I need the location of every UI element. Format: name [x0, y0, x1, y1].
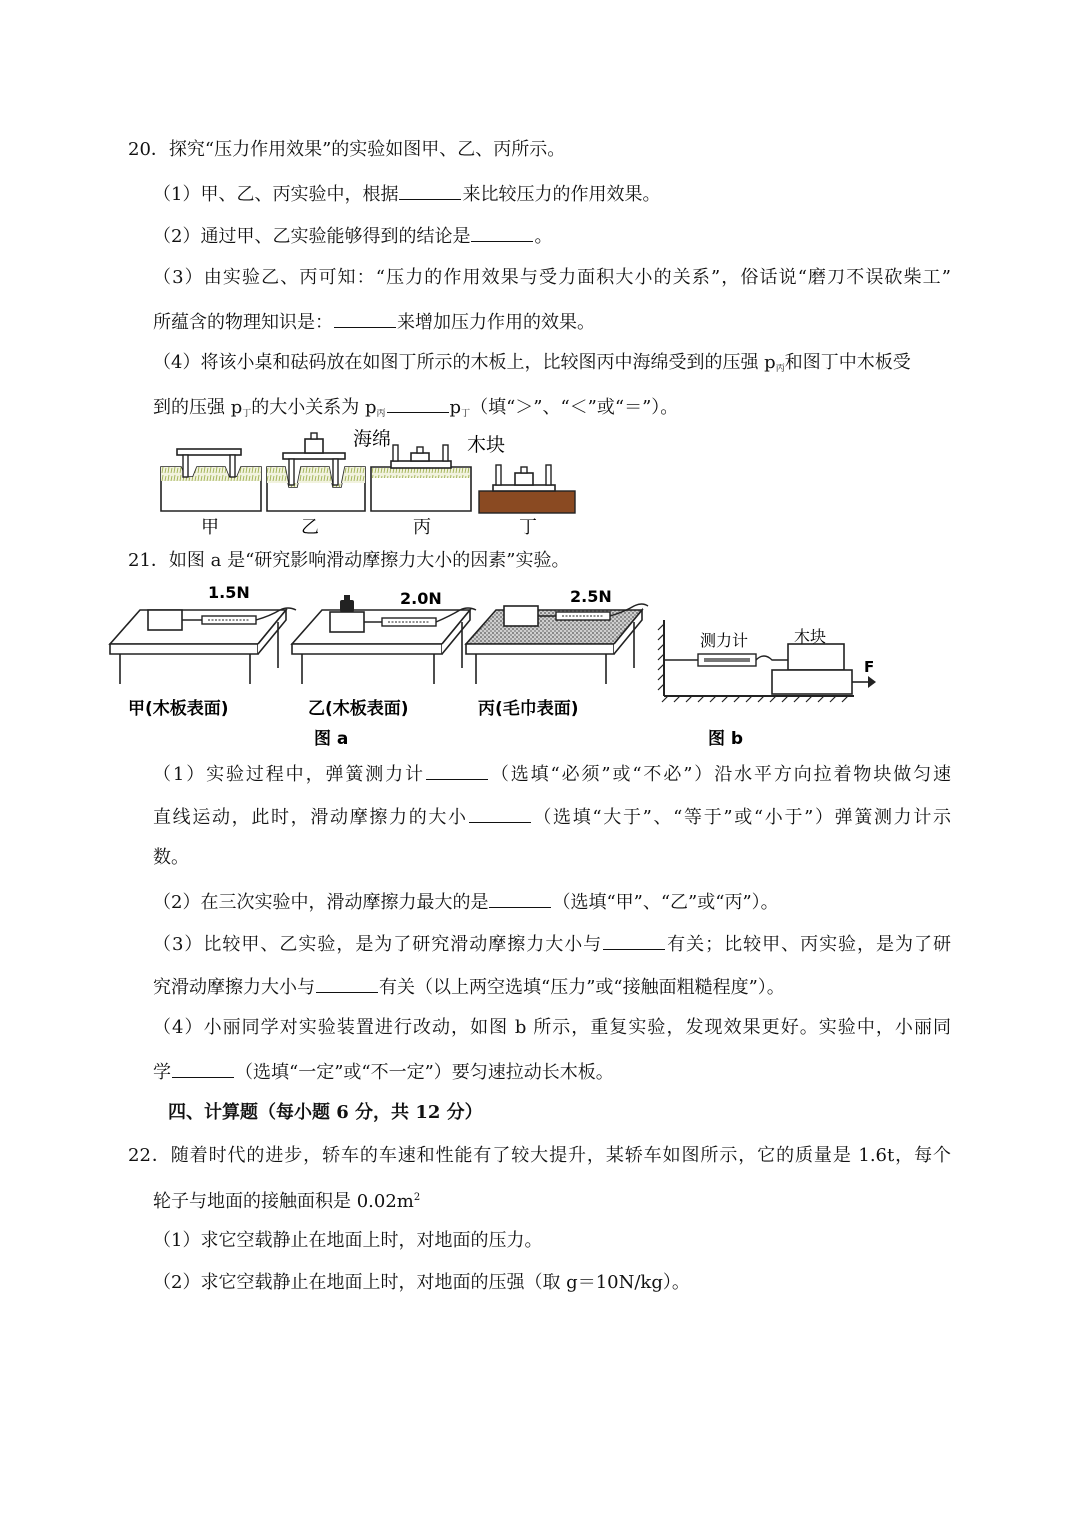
panel-bing: [371, 445, 471, 511]
q20-part1-text-b: 来比较压力的作用效果。: [462, 184, 661, 205]
label-force-f: F: [864, 658, 875, 676]
q20-part4-text-f: （填“＞”、“＜”或“＝”）。: [470, 397, 679, 418]
label-wood-block-b: 木块: [794, 627, 827, 646]
q20-figure: [155, 425, 585, 537]
q20-part2-text-a: （2）通过甲、乙实验能够得到的结论是: [153, 226, 471, 247]
q20-part3-line1: （3）由实验乙、丙可知：“压力的作用效果与受力面积大小的关系”，俗话说“磨刀不误砍柴工”: [153, 267, 951, 288]
q21-part1-line3: 数。: [153, 847, 189, 868]
q21-part3-line1: [153, 931, 951, 957]
q20-part2-text-b: 。: [534, 226, 553, 247]
q20-part4-line2: [153, 394, 678, 426]
label-sponge: 海绵: [353, 428, 392, 450]
q21-part4-text-a: 学: [153, 1062, 171, 1083]
q20-part4-text-d: 的大小关系为 p: [251, 397, 377, 418]
answer-blank[interactable]: [316, 974, 378, 993]
answer-blank[interactable]: [426, 761, 488, 780]
table-jia: [110, 608, 296, 684]
q20-part1: [153, 181, 660, 207]
q22-part1: （1）求它空载静止在地面上时，对地面的压力。: [153, 1230, 543, 1251]
panel-jia: [161, 449, 261, 511]
q21-part1-text-b: （选填“必须”或“不必”）沿水平方向拉着物块做匀速: [488, 764, 951, 785]
force-reading-bing: 2.5N: [570, 587, 612, 606]
answer-blank[interactable]: [469, 804, 531, 823]
q21-part2-text-a: （2）在三次实验中，滑动摩擦力最大的是: [153, 892, 489, 913]
caption-yi: 乙(木板表面): [308, 699, 409, 719]
q21-part3-text-d: 有关（以上两空选填“压力”或“接触面粗糙程度”）。: [379, 977, 785, 998]
label-wood-block: 木块: [467, 434, 506, 456]
label-force-meter: 测力计: [700, 631, 749, 650]
q21-part3-text-a: （3）比较甲、乙实验，是为了研究滑动摩擦力大小与: [153, 934, 603, 955]
q21-part3-text-b: 有关；比较甲、丙实验，是为了研: [666, 934, 951, 955]
caption-figure-b: 图 b: [708, 729, 744, 749]
q20-part1-text-a: （1）甲、乙、丙实验中，根据: [153, 184, 399, 205]
q22-part2: （2）求它空载静止在地面上时，对地面的压强（取 g＝10N/kg）。: [153, 1272, 690, 1293]
subscript-ding: 丁: [461, 409, 471, 419]
q21-part1-text-c: 直线运动，此时，滑动摩擦力的大小: [153, 807, 468, 828]
q21-part2-text-b: （选填“甲”、“乙”或“丙”）。: [552, 892, 779, 913]
figure-b-apparatus: [658, 620, 876, 702]
panel-label-jia: 甲: [201, 517, 219, 537]
q21-part1-line2: [153, 804, 951, 830]
answer-blank[interactable]: [399, 181, 461, 200]
answer-blank[interactable]: [489, 889, 551, 908]
subscript-bing: 丙: [775, 364, 785, 374]
q21-part4-text-b: （选填“一定”或“不一定”）要匀速拉动长木板。: [235, 1062, 614, 1083]
table-bing: [466, 604, 648, 684]
panel-label-yi: 乙: [301, 517, 319, 537]
panel-ding: [479, 465, 575, 513]
q20-stem: 20．探究“压力作用效果”的实验如图甲、乙、丙所示。: [128, 139, 566, 160]
q20-part4-text-c: 到的压强 p: [153, 397, 243, 418]
force-reading-jia: 1.5N: [208, 583, 250, 602]
q21-part4-line1: （4）小丽同学对实验装置进行改动，如图 b 所示，重复实验，发现效果更好。实验中，小丽同: [153, 1017, 951, 1038]
answer-blank[interactable]: [603, 931, 665, 950]
answer-blank[interactable]: [172, 1059, 234, 1078]
q20-part2: [153, 223, 552, 249]
table-yi: [292, 595, 476, 684]
q21-part1-text-d: （选填“大于”、“等于”或“小于”）弹簧测力计示: [531, 807, 951, 828]
panel-label-ding: 丁: [519, 517, 537, 537]
q20-part3-text-b: 来增加压力作用的效果。: [397, 312, 595, 333]
answer-blank[interactable]: [471, 223, 533, 242]
subscript-bing: 丙: [376, 409, 386, 419]
section-heading-calculation: 四、计算题（每小题 6 分，共 12 分）: [168, 1102, 483, 1123]
q20-part3-text-a: 所蕴含的物理知识是：: [153, 312, 333, 333]
q20-part4-text-b: 和图丁中木板受: [784, 352, 911, 373]
subscript-ding: 丁: [242, 409, 252, 419]
force-reading-yi: 2.0N: [400, 589, 442, 608]
q21-part1-line1: [153, 761, 951, 787]
q21-part4-line2: [153, 1059, 614, 1085]
q22-stem-text: 轮子与地面的接触面积是 0.02m: [153, 1191, 414, 1212]
q21-part3-line2: [153, 974, 785, 1000]
q20-part4-text-e: p: [449, 397, 462, 418]
q20-part3-line2: [153, 309, 595, 335]
superscript-2: 2: [413, 1192, 421, 1203]
q20-part4-text-a: （4）将该小桌和砝码放在如图丁所示的木板上，比较图丙中海绵受到的压强 p: [153, 352, 776, 373]
caption-jia: 甲(木板表面): [128, 699, 229, 719]
caption-bing: 丙(毛巾表面): [478, 699, 579, 719]
q22-stem-line1: 22．随着时代的进步，轿车的车速和性能有了较大提升，某轿车如图所示，它的质量是 1.6t，每个: [128, 1145, 951, 1166]
q21-part2: [153, 889, 779, 915]
answer-blank[interactable]: [334, 309, 396, 328]
panel-yi: [267, 433, 365, 511]
q21-stem: 21．如图 a 是“研究影响滑动摩擦力大小的因素”实验。: [128, 550, 570, 571]
q22-stem-line2: [153, 1186, 420, 1214]
q21-part3-text-c: 究滑动摩擦力大小与: [153, 977, 315, 998]
answer-blank[interactable]: [387, 394, 449, 413]
caption-figure-a: 图 a: [314, 729, 349, 749]
q21-part1-text-a: （1）实验过程中，弹簧测力计: [153, 764, 425, 785]
q20-part4-line1: [153, 351, 911, 381]
q21-figure: [108, 580, 878, 752]
panel-label-bing: 丙: [413, 517, 431, 537]
